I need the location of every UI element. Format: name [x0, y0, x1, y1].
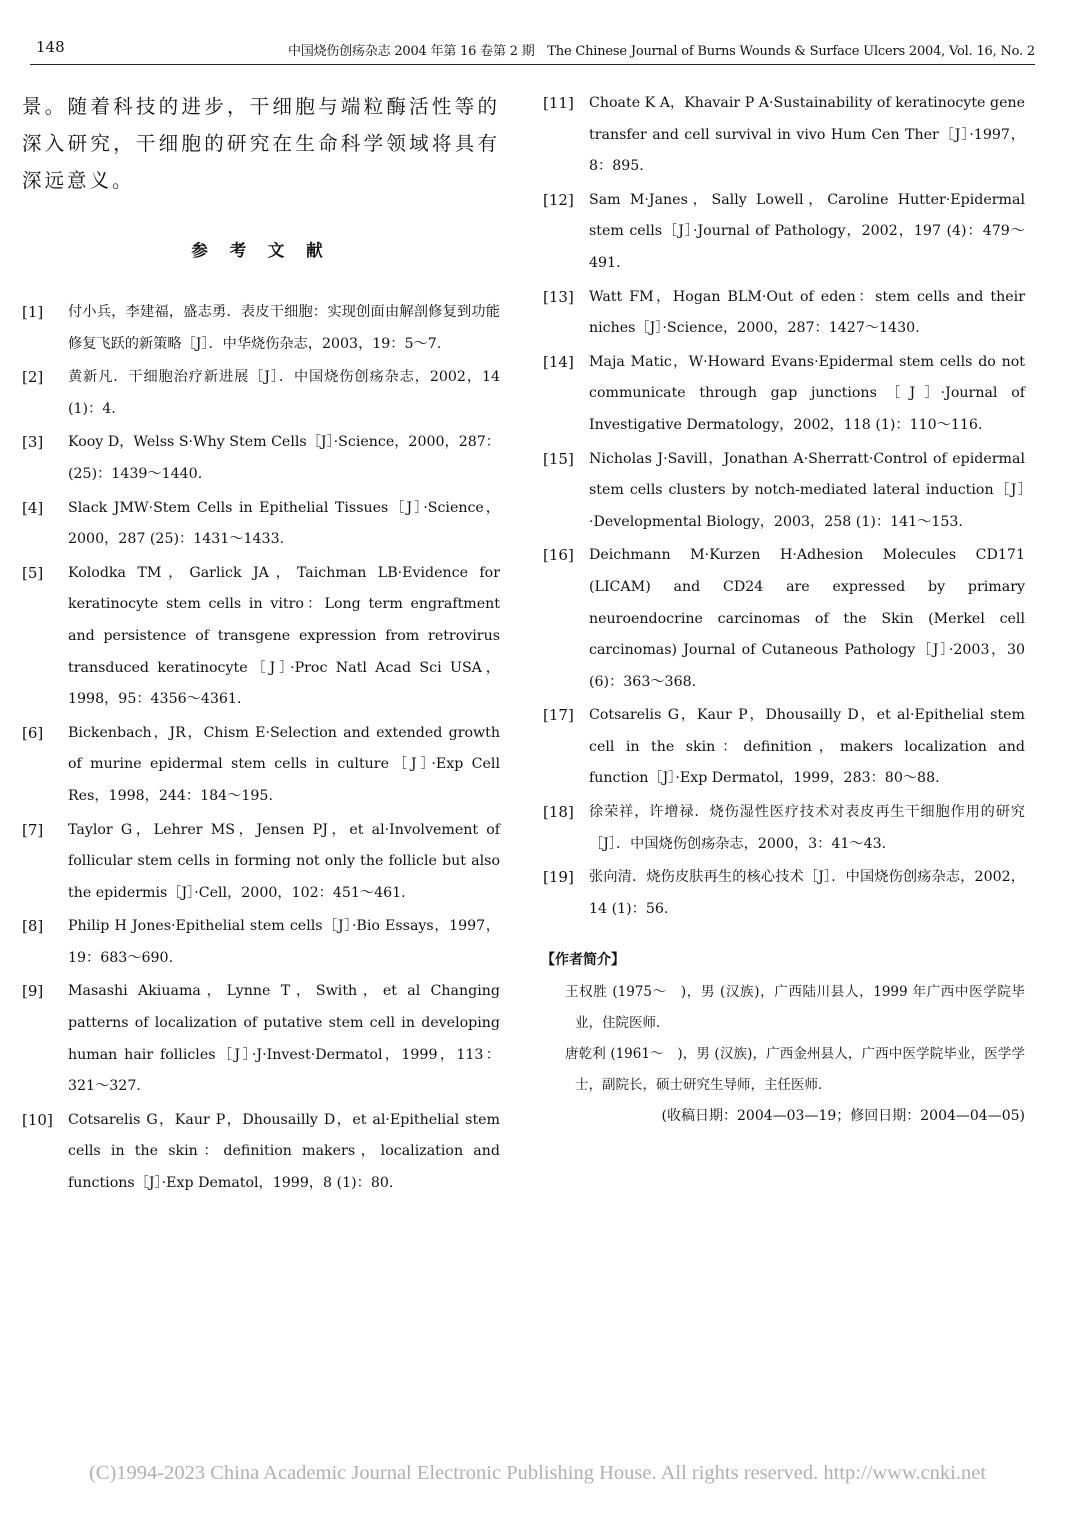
reference-text: Watt FM，Hogan BLM·Out of eden：stem cells and their niches［J］·Science，2000，287：1427～1430. — [589, 288, 1025, 337]
reference-text: Bickenbach，JR，Chism E·Selection and extended growth of murine epidermal stem cells in culture［J］·Exp Cell Res，1998，244：184～195. — [68, 724, 500, 804]
reference-number: [9] — [22, 982, 44, 1001]
reference-number: [19] — [543, 868, 574, 887]
reference-text: Sam M·Janes，Sally Lowell，Caroline Hutter·Epidermal stem cells［J］·Journal of Pathology，2002，197 (4)：479～491. — [589, 191, 1025, 271]
reference-item — [22, 493, 500, 556]
reference-item — [22, 1105, 500, 1200]
reference-item — [22, 911, 500, 974]
page-number: 148 — [36, 38, 65, 56]
reference-item — [543, 282, 1025, 345]
left-column — [22, 88, 500, 1202]
reference-text: Philip H Jones·Epithelial stem cells［J］·Bio Essays，1997，19：683～690. — [68, 918, 500, 966]
reference-number: [16] — [543, 546, 574, 565]
reference-number: [6] — [22, 723, 44, 742]
copyright-footer: (C)1994-2023 China Academic Journal Electronic Publishing House. All rights reserved. http://www.cnki.net — [88, 1462, 987, 1484]
reference-item — [22, 815, 500, 910]
reference-text: Kolodka TM，Garlick JA，Taichman LB·Evidence for keratinocyte stem cells in vitro：Long term engraftment and persistence of transgene expression from retrovirus transduced keratinocyte［J］·Proc Natl Acad Sci USA，1998，95：4356～4361. — [68, 564, 500, 708]
reference-item — [543, 444, 1025, 539]
reference-text: Nicholas J·Savill，Jonathan A·Sherratt·Control of epidermal stem cells clusters by notch-mediated lateral induction［J］·Developmental Biology，2003，258 (1)：141～153. — [589, 450, 1025, 530]
reference-item — [543, 862, 1025, 925]
reference-item — [543, 347, 1025, 442]
reference-text: 徐荣祥，许增禄．烧伤湿性医疗技术对表皮再生干细胞作用的研究［J］．中国烧伤创疡杂志，2000，3：41～43. — [589, 804, 1025, 852]
reference-text: Kooy D，Welss S·Why Stem Cells［J］·Science，2000，287：(25)：1439～1440. — [68, 434, 500, 482]
reference-text: 付小兵，李建福，盛志勇．表皮干细胞：实现创面由解剖修复到功能修复飞跃的新策略［J］．中华烧伤杂志，2003，19：5～7. — [68, 304, 500, 352]
author-line-2: 唐乾利 (1961～ )，男 (汉族)，广西金州县人，广西中医学院毕业，医学学士，副院长，硕士研究生导师，主任医师． — [565, 1046, 1025, 1094]
reference-number: [8] — [22, 917, 44, 936]
reference-item — [22, 427, 500, 490]
reference-number: [10] — [22, 1110, 53, 1129]
reference-item — [543, 185, 1025, 280]
reference-number: [15] — [543, 449, 574, 468]
reference-number: [4] — [22, 498, 44, 517]
reference-item — [22, 297, 500, 360]
reference-item — [543, 540, 1025, 698]
author-line-1: 王权胜 (1975～ )，男 (汉族)，广西陆川县人，1999 年广西中医学院毕业，住院医师． — [565, 984, 1025, 1032]
author-intro-heading: 【作者简介】 — [541, 952, 625, 969]
reference-text: Slack JMW·Stem Cells in Epithelial Tissues［J］·Science，2000，287 (25)：1431～1433. — [68, 499, 500, 548]
received-dates: (收稿日期：2004—03—19；修回日期：2004—04—05) — [661, 1108, 1025, 1125]
reference-item — [22, 362, 500, 425]
reference-number: [14] — [543, 352, 574, 371]
reference-number: [13] — [543, 287, 574, 306]
right-column — [543, 88, 1025, 1131]
reference-number: [18] — [543, 803, 574, 822]
reference-text: Cotsarelis G，Kaur P，Dhousailly D，et al·Epithelial stem cell in the skin：definition，makers localization and function［J］·Exp Dermatol，1999，283：80～88. — [589, 707, 1025, 787]
reference-list-right — [543, 88, 1025, 925]
reference-number: [7] — [22, 820, 44, 839]
reference-list-left — [22, 297, 500, 1200]
reference-text: Deichmann M·Kurzen H·Adhesion Molecules CD171 (LICAM) and CD24 are expressed by primary neuroendocrine carcinomas of the Skin (Merkel cell carcinomas) Journal of Cutaneous Pathology［J］·2003，30 (6)：363～368. — [589, 547, 1025, 690]
reference-number: [1] — [22, 303, 44, 321]
reference-number: [17] — [543, 706, 574, 725]
page-header — [30, 34, 1035, 65]
reference-text: 黄新凡．干细胞治疗新进展［J］．中国烧伤创疡杂志，2002，14 (1)：4. — [68, 369, 500, 417]
reference-number: [12] — [543, 190, 574, 209]
reference-text: Cotsarelis G，Kaur P，Dhousailly D，et al·Epithelial stem cells in the skin：definition makers，localization and functions［J］·Exp Dematol，1999，8 (1)：80. — [68, 1111, 500, 1192]
reference-text: Taylor G，Lehrer MS，Jensen PJ，et al·Involvement of follicular stem cells in forming not only the follicle but also the epidermis［J］·Cell，2000，102：451～461. — [68, 821, 500, 901]
reference-number: [11] — [543, 94, 574, 112]
intro-paragraph: 景。随着科技的进步，干细胞与端粒酶活性等的深入研究，干细胞的研究在生命科学领域将具有深远意义。 — [22, 95, 500, 192]
reference-text: Masashi Akiuama，Lynne T，Swith，et al Changing patterns of localization of putative stem cell in developing human hair follicles［J］·J·Invest·Dermatol，1999，113：321～327. — [68, 983, 500, 1095]
reference-item — [543, 88, 1025, 183]
reference-text: Maja Matic，W·Howard Evans·Epidermal stem cells do not communicate through gap junctions［J］·Journal of Investigative Dermatology，2002，118 (1)：110～116. — [589, 353, 1025, 433]
reference-item — [22, 718, 500, 813]
reference-number: [5] — [22, 563, 44, 582]
reference-text: 张向清．烧伤皮肤再生的核心技术［J］．中国烧伤创疡杂志，2002，14 (1)：56. — [589, 869, 1025, 917]
reference-item — [543, 700, 1025, 795]
author-intro — [543, 949, 1025, 1131]
reference-number: [3] — [22, 433, 44, 452]
references-heading: 参 考 文 献 — [191, 241, 331, 260]
reference-text: Choate K A，Khavair P A·Sustainability of keratinocyte gene transfer and cell survival in vivo Hum Cen Ther［J］·1997，8：895. — [589, 95, 1025, 175]
reference-number: [2] — [22, 368, 44, 387]
reference-item — [22, 976, 500, 1102]
reference-item — [543, 797, 1025, 860]
journal-running-title: 中国烧伤创疡杂志 2004 年第 16 卷第 2 期 The Chinese Journal of Burns Wounds & Surface Ulcers 2004, Vol. 16, No. 2 — [288, 44, 1035, 59]
reference-item — [22, 558, 500, 716]
